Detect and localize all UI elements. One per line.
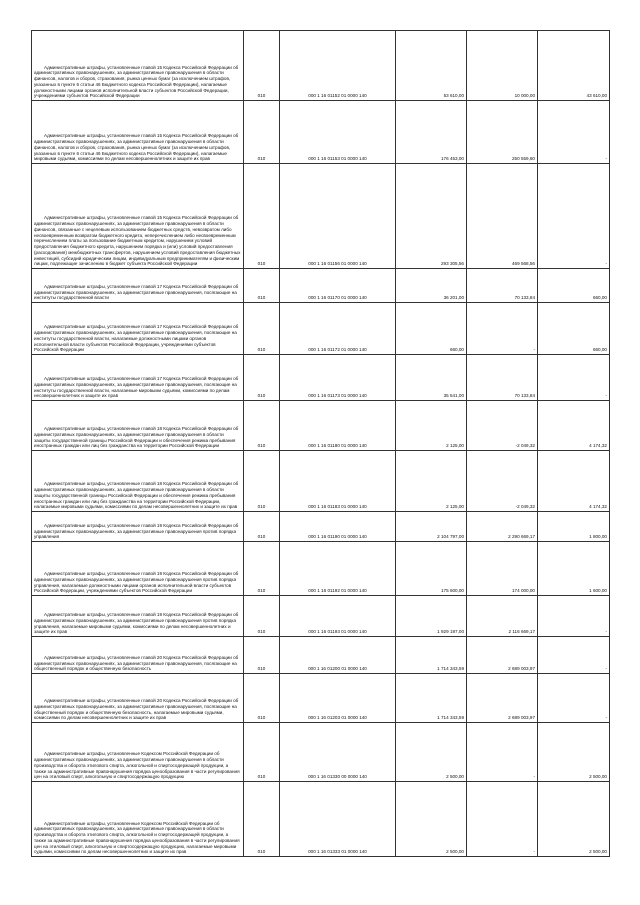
row-remaining-amount: 43 610,00 [538,31,610,101]
row-executed-amount: - [467,723,538,782]
row-description: Административные штрафы, установленные Кодексом Российской Федерации об административных правонарушениях, за административные правонарушения в области производства и оборота этилового спирта, алкогольной и спиртосодержащей продукции, а также за административные правонарушения порядка ценообразования в части регулирования цен на этиловый спирт, алкогольную и спиртосодержащую продукцию, налагаемые мировыми судьями, комиссиями по делам несовершеннолетних и защите их прав [32,782,244,857]
row-remaining-amount: 1 800,00 [538,512,610,542]
row-description: Административные штрафы, установленные главой 15 Кодекса Российской Федерации об административных правонарушениях, за административные правонарушения в области финансов, налогов и сборов, страхования, рынка ценных бумаг (за исключением штрафов, указанных в пункте 6 статьи 46 Бюджетного кодекса Российской Федерации), налагаемые мировыми судьями, комиссиями по делам несовершеннолетних и защите их прав [32,101,244,164]
row-approved-amount: 660,00 [396,303,467,355]
row-line-code: 010 [244,782,280,857]
row-line-code: 010 [244,674,280,723]
row-description: Административные штрафы, установленные главой 20 Кодекса Российской Федерации об административных правонарушениях, за административные правонарушения, посягающие на общественный порядок и общественную безопасность, налагаемые мировыми судьями, комиссиями по делам несовершеннолетних и защите их прав [32,674,244,723]
table-row [32,303,610,355]
table-row [32,512,610,542]
row-executed-amount: - [467,303,538,355]
row-budget-code: 000 1 16 01333 01 0000 140 [280,782,396,857]
row-budget-code: 000 1 16 01173 01 0000 140 [280,355,396,401]
row-description: Административные штрафы, установленные главой 15 Кодекса Российской Федерации об административных правонарушениях, за административные правонарушения в области финансов, связанные с нецелевым использованием бюджетных средств, невозвратом либо несвоевременным возвратом бюджетного кредита, неперечислением либо несвоевременным перечислением платы за пользование бюджетным кредитом, нарушением условий предоставления бюджетного кредита, нарушением порядка и (или) условий предоставления (расходования) межбюджетных трансфертов, нарушением условий предоставления бюджетных инвестиций, субсидий юридическим лицам, индивидуальным предпринимателям и физическим лицам, подлежащие зачислению в бюджет субъекта Российской Федерации [32,164,244,269]
row-description: Административные штрафы, установленные главой 19 Кодекса Российской Федерации об административных правонарушениях, за административные правонарушения против порядка управления, налагаемые должностными лицами органов исполнительной власти субъектов Российской Федерации, учреждениями субъектов Российской Федерации [32,542,244,596]
revenue-table-body [32,31,610,857]
row-approved-amount: 293 305,56 [396,164,467,269]
row-approved-amount: 2 500,00 [396,782,467,857]
row-approved-amount: 53 610,00 [396,31,467,101]
row-budget-code: 000 1 16 01203 01 0000 140 [280,674,396,723]
row-approved-amount: 1 929 197,00 [396,596,467,637]
row-budget-code: 000 1 16 01153 01 0000 140 [280,101,396,164]
table-row [32,451,610,512]
row-executed-amount: -2 049,32 [467,451,538,512]
row-description: Административные штрафы, установленные главой 17 Кодекса Российской Федерации об административных правонарушениях, за административные правонарушения, посягающие на институты государственной власти [32,269,244,303]
table-row [32,401,610,451]
row-remaining-amount: 2 500,00 [538,782,610,857]
row-remaining-amount: 2 500,00 [538,723,610,782]
row-approved-amount: 1 714 343,59 [396,637,467,674]
row-executed-amount: 2 116 669,17 [467,596,538,637]
row-executed-amount: 469 568,56 [467,164,538,269]
row-line-code: 010 [244,401,280,451]
row-line-code: 010 [244,542,280,596]
row-remaining-amount: - [538,101,610,164]
table-row [32,782,610,857]
row-line-code: 010 [244,101,280,164]
row-budget-code: 000 1 16 01172 01 0000 140 [280,303,396,355]
row-line-code: 010 [244,637,280,674]
row-budget-code: 000 1 16 01180 01 0000 140 [280,401,396,451]
row-remaining-amount: - [538,355,610,401]
row-executed-amount: 2 689 003,97 [467,674,538,723]
row-approved-amount: 1 714 343,59 [396,674,467,723]
table-row [32,674,610,723]
row-line-code: 010 [244,596,280,637]
table-row [32,637,610,674]
row-remaining-amount: - [538,674,610,723]
row-executed-amount: 10 000,00 [467,31,538,101]
row-approved-amount: 176 453,00 [396,101,467,164]
row-remaining-amount: 4 174,32 [538,451,610,512]
row-remaining-amount: - [538,164,610,269]
table-row [32,355,610,401]
row-description: Административные штрафы, установленные главой 17 Кодекса Российской Федерации об административных правонарушениях, за административные правонарушения, посягающие на институты государственной власти, налагаемые мировыми судьями, комиссиями по делам несовершеннолетних и защите их прав [32,355,244,401]
row-remaining-amount: - [538,596,610,637]
row-budget-code: 000 1 16 01152 01 0000 140 [280,31,396,101]
row-line-code: 010 [244,451,280,512]
row-approved-amount: 2 125,00 [396,401,467,451]
row-remaining-amount: 4 174,32 [538,401,610,451]
row-line-code: 010 [244,303,280,355]
row-line-code: 010 [244,723,280,782]
row-budget-code: 000 1 16 01200 01 0000 140 [280,637,396,674]
row-executed-amount: 2 290 669,17 [467,512,538,542]
row-remaining-amount: 660,00 [538,269,610,303]
row-line-code: 010 [244,269,280,303]
row-description: Административные штрафы, установленные главой 20 Кодекса Российской Федерации об административных правонарушениях, за административные правонарушения, посягающие на общественный порядок и общественную безопасность [32,637,244,674]
row-executed-amount: -2 049,32 [467,401,538,451]
row-executed-amount: 70 133,84 [467,355,538,401]
table-row [32,596,610,637]
row-approved-amount: 2 104 797,00 [396,512,467,542]
row-remaining-amount: 1 600,00 [538,542,610,596]
row-description: Административные штрафы, установленные главой 17 Кодекса Российской Федерации об административных правонарушениях, за административные правонарушения, посягающие на институты государственной власти, налагаемые должностными лицами органов исполнительной власти субъектов Российской Федерации, учреждениями субъектов Российской Федерации [32,303,244,355]
row-description: Административные штрафы, установленные главой 19 Кодекса Российской Федерации об административных правонарушениях, за административные правонарушения против порядка управления, налагаемые мировыми судьями, комиссиями по делам несовершеннолетних и защите их прав [32,596,244,637]
table-row [32,164,610,269]
row-budget-code: 000 1 16 01193 01 0000 140 [280,596,396,637]
row-executed-amount: 2 689 003,97 [467,637,538,674]
row-approved-amount: 36 201,00 [396,269,467,303]
row-approved-amount: 175 600,00 [396,542,467,596]
row-approved-amount: 2 125,00 [396,451,467,512]
table-row [32,269,610,303]
row-executed-amount: 174 000,00 [467,542,538,596]
row-budget-code: 000 1 16 01190 01 0000 140 [280,512,396,542]
row-description: Административные штрафы, установленные главой 15 Кодекса Российской Федерации об административных правонарушениях, за административные правонарушения в области финансов, налогов и сборов, страхования, рынка ценных бумаг (за исключением штрафов, указанных в пункте 6 статьи 46 Бюджетного кодекса Российской Федерации), налагаемые должностными лицами органов исполнительной власти субъектов Российской Федерации, учреждениями субъектов Российской Федерации [32,31,244,101]
row-line-code: 010 [244,512,280,542]
row-budget-code: 000 1 16 01330 00 0000 140 [280,723,396,782]
row-description: Административные штрафы, установленные главой 18 Кодекса Российской Федерации об административных правонарушениях, за административные правонарушения в области защиты государственной границы Российской Федерации и обеспечения режима пребывания иностранных граждан или лиц без гражданства на территории Российской Федерации [32,401,244,451]
table-row [32,31,610,101]
row-approved-amount: 35 541,00 [396,355,467,401]
revenue-table [31,30,610,857]
row-approved-amount: 2 500,00 [396,723,467,782]
row-budget-code: 000 1 16 01170 01 0000 140 [280,269,396,303]
row-line-code: 010 [244,31,280,101]
row-executed-amount: - [467,782,538,857]
table-row [32,723,610,782]
row-description: Административные штрафы, установленные Кодексом Российской Федерации об административных правонарушениях, за административные правонарушения в области производства и оборота этилового спирта, алкогольной и спиртосодержащей продукции, а также за административные правонарушения порядка ценообразования в части регулирования цен на этиловый спирт, алкогольную и спиртосодержащую продукцию [32,723,244,782]
row-remaining-amount: 660,00 [538,303,610,355]
table-row [32,542,610,596]
report-page [31,30,609,857]
row-executed-amount: 70 133,84 [467,269,538,303]
row-executed-amount: 250 559,60 [467,101,538,164]
row-line-code: 010 [244,355,280,401]
row-description: Административные штрафы, установленные главой 18 Кодекса Российской Федерации об административных правонарушениях, за административные правонарушения в области защиты государственной границы Российской Федерации и обеспечения режима пребывания иностранных граждан или лиц без гражданства на территории Российской Федерации, налагаемые мировыми судьями, комиссиями по делам несовершеннолетних и защите их прав [32,451,244,512]
row-budget-code: 000 1 16 01156 01 0000 140 [280,164,396,269]
row-budget-code: 000 1 16 01183 01 0000 140 [280,451,396,512]
row-line-code: 010 [244,164,280,269]
table-row [32,101,610,164]
row-remaining-amount: - [538,637,610,674]
row-budget-code: 000 1 16 01192 01 0000 140 [280,542,396,596]
row-description: Административные штрафы, установленные главой 19 Кодекса Российской Федерации об административных правонарушениях, за административные правонарушения против порядка управления [32,512,244,542]
